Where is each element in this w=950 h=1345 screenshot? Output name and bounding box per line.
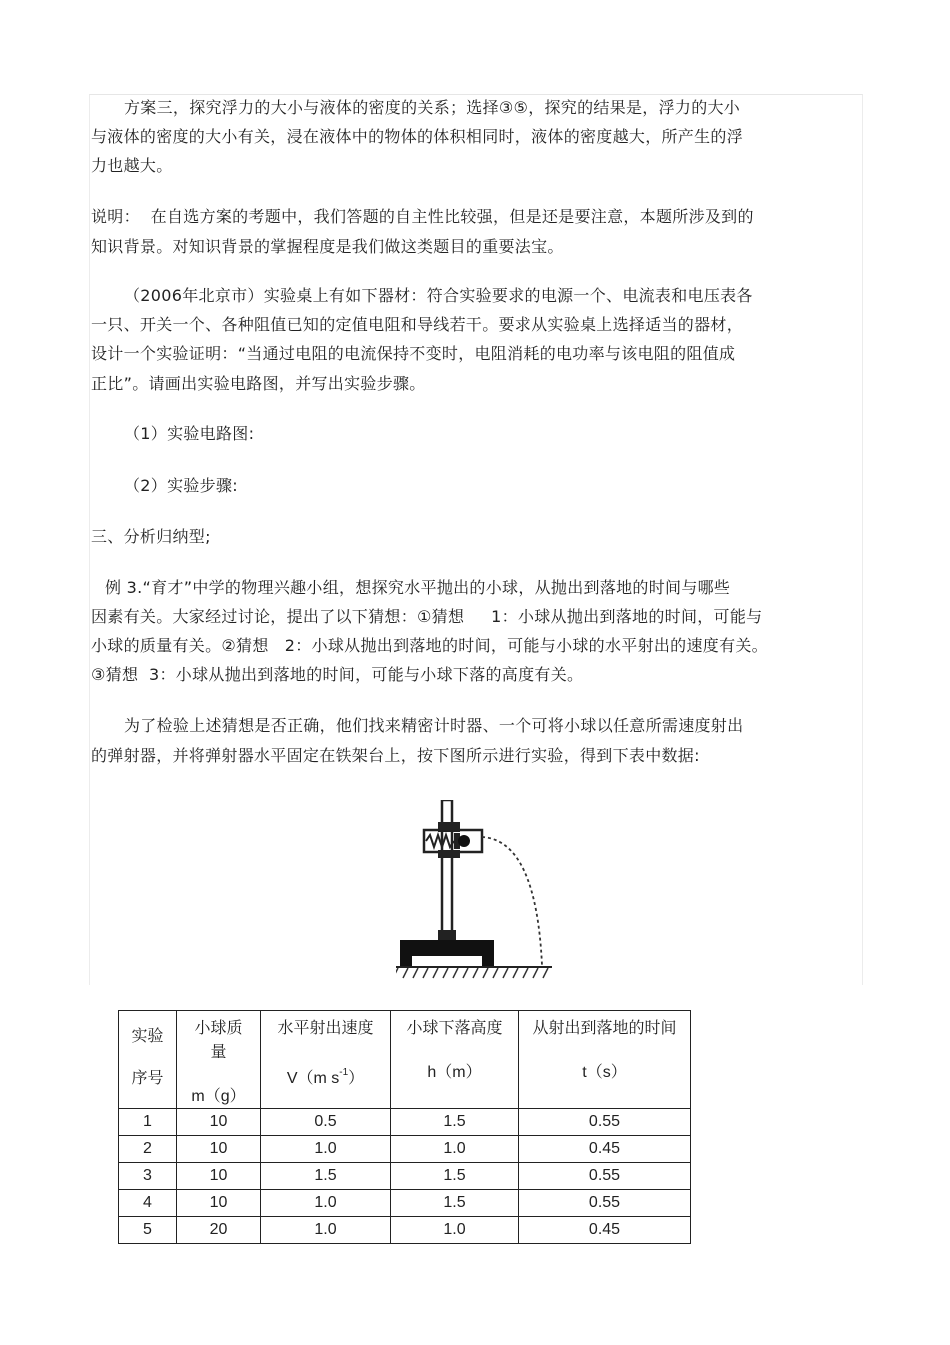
table-cell: 0.55 [519, 1109, 691, 1136]
table-row [119, 1190, 691, 1217]
table-cell: 3 [119, 1163, 177, 1190]
table-cell: 20 [177, 1217, 261, 1244]
table-cell: 1.0 [261, 1136, 391, 1163]
paragraph-line: 的弹射器，并将弹射器水平固定在铁架台上，按下图所示进行实验，得到下表中数据: [91, 746, 700, 765]
paragraph-line: 知识背景。对知识背景的掌握程度是我们做这类题目的重要法宝。 [91, 237, 564, 256]
question-2: （2）实验步骤: [124, 476, 238, 495]
paragraph-line: 小球的质量有关。②猜想 2：小球从抛出到落地的时间，可能与小球的水平射出的速度有关。 [91, 636, 768, 655]
table-row [119, 1136, 691, 1163]
table-cell: 10 [177, 1190, 261, 1217]
paragraph-line: 一只、开关一个、各种阻值已知的定值电阻和导线若干。要求从实验桌上选择适当的器材， [91, 315, 744, 334]
table-cell: 1.0 [261, 1190, 391, 1217]
header-drop-height: 小球下落高度 h（m） [391, 1011, 519, 1109]
table-cell: 10 [177, 1163, 261, 1190]
table-cell: 1.0 [391, 1217, 519, 1244]
paragraph-line: 正比”。请画出实验电路图，并写出实验步骤。 [91, 374, 426, 393]
table-cell: 0.55 [519, 1190, 691, 1217]
table-cell: 2 [119, 1136, 177, 1163]
table-row [119, 1217, 691, 1244]
paragraph-line: ③猜想 3：小球从抛出到落地的时间，可能与小球下落的高度有关。 [91, 665, 584, 684]
table-cell: 1.5 [391, 1109, 519, 1136]
data-table [118, 1010, 691, 1244]
table-cell: 0.45 [519, 1217, 691, 1244]
paragraph-line: 与液体的密度的大小有关，浸在液体中的物体的体积相同时，液体的密度越大，所产生的浮 [91, 127, 744, 146]
table-cell: 1.5 [261, 1163, 391, 1190]
table-cell: 0.55 [519, 1163, 691, 1190]
table-cell: 1.5 [391, 1190, 519, 1217]
question-1: （1）实验电路图: [124, 424, 255, 443]
table-cell: 1.5 [391, 1163, 519, 1190]
paragraph-line: 例 3.“育才”中学的物理兴趣小组，想探究水平抛出的小球，从抛出到落地的时间与哪些 [105, 578, 731, 597]
header-flight-time: 从射出到落地的时间 t（s） [519, 1011, 691, 1109]
paragraph-line: 设计一个实验证明：“当通过电阻的电流保持不变时，电阻消耗的电功率与该电阻的阻值成 [91, 344, 736, 363]
paragraph-line: 为了检验上述猜想是否正确，他们找来精密计时器、一个可将小球以任意所需速度射出 [124, 716, 744, 735]
paragraph-line: （2006年北京市）实验桌上有如下器材：符合实验要求的电源一个、电流表和电压表各 [124, 286, 753, 305]
table-row [119, 1109, 691, 1136]
paragraph-line: 说明： 在自选方案的考题中，我们答题的自主性比较强，但是还是要注意，本题所涉及到的 [91, 207, 754, 226]
table-cell: 0.5 [261, 1109, 391, 1136]
section-heading: 三、分析归纳型; [91, 527, 211, 546]
header-trial-number: 实验 序号 [119, 1011, 177, 1109]
table-cell: 1.0 [261, 1217, 391, 1244]
table-header-row [119, 1011, 691, 1109]
table-cell: 10 [177, 1109, 261, 1136]
table-cell: 5 [119, 1217, 177, 1244]
table-cell: 1 [119, 1109, 177, 1136]
table-cell: 10 [177, 1136, 261, 1163]
paragraph-line: 因素有关。大家经过讨论，提出了以下猜想：①猜想 1：小球从抛出到落地的时间，可能与 [91, 607, 763, 626]
table-row [119, 1163, 691, 1190]
paragraph-line: 力也越大。 [91, 156, 173, 175]
paragraph-line: 方案三，探究浮力的大小与液体的密度的关系；选择③⑤，探究的结果是，浮力的大小 [124, 98, 741, 117]
header-ball-mass: 小球质量 m（g） [177, 1011, 261, 1109]
experiment-apparatus-figure [396, 800, 552, 982]
table-cell: 4 [119, 1190, 177, 1217]
table-cell: 1.0 [391, 1136, 519, 1163]
table-cell: 0.45 [519, 1136, 691, 1163]
header-horizontal-speed: 水平射出速度 V（m $s^{-1}$） [261, 1011, 391, 1109]
